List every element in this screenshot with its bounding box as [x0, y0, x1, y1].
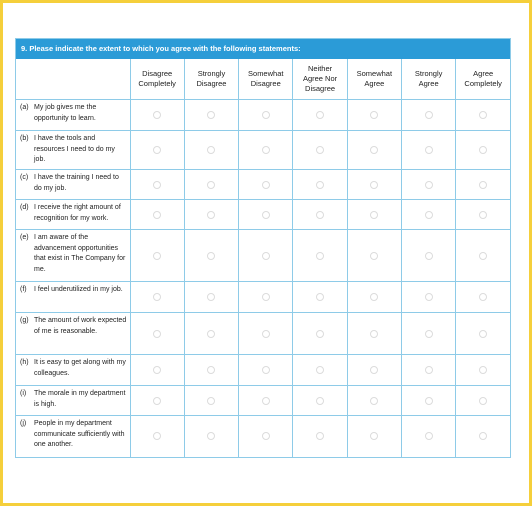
statement-cell	[16, 100, 130, 131]
option-cell	[293, 100, 347, 131]
statement-text: People in my department communicate sufficiently with one another.	[34, 420, 125, 448]
statement-letter: (i)	[20, 390, 27, 397]
option-cell	[347, 282, 401, 313]
radio-button[interactable]	[316, 330, 324, 338]
statement-letter: (b)	[20, 135, 29, 142]
option-cell	[293, 131, 347, 170]
option-cell	[130, 313, 184, 355]
radio-button[interactable]	[207, 181, 215, 189]
radio-button[interactable]	[207, 432, 215, 440]
radio-button[interactable]	[316, 146, 324, 154]
radio-button[interactable]	[370, 432, 378, 440]
radio-button[interactable]	[207, 111, 215, 119]
radio-button[interactable]	[425, 330, 433, 338]
column-header-label: Disagree	[142, 69, 173, 78]
option-cell	[293, 386, 347, 416]
radio-button[interactable]	[425, 366, 433, 374]
statement-cell	[16, 386, 130, 416]
radio-button[interactable]	[316, 366, 324, 374]
option-cell	[401, 200, 455, 230]
option-cell	[239, 100, 293, 131]
column-header	[293, 59, 347, 100]
option-cell	[130, 386, 184, 416]
radio-button[interactable]	[425, 293, 433, 301]
option-cell	[456, 416, 510, 457]
column-header-label: Somewhat	[356, 69, 393, 78]
radio-button[interactable]	[262, 211, 270, 219]
column-header-row	[16, 59, 510, 100]
option-cell	[239, 416, 293, 457]
radio-button[interactable]	[262, 181, 270, 189]
radio-button[interactable]	[207, 330, 215, 338]
radio-button[interactable]	[370, 211, 378, 219]
radio-button[interactable]	[425, 146, 433, 154]
survey-question-panel	[15, 38, 511, 458]
radio-button[interactable]	[153, 432, 161, 440]
statement-row	[16, 230, 510, 282]
option-cell	[347, 100, 401, 131]
radio-button[interactable]	[207, 293, 215, 301]
radio-button[interactable]	[425, 397, 433, 405]
option-cell	[401, 100, 455, 131]
option-cell	[347, 416, 401, 457]
option-cell	[239, 200, 293, 230]
option-cell	[347, 200, 401, 230]
radio-button[interactable]	[316, 397, 324, 405]
option-cell	[130, 131, 184, 170]
statement-row	[16, 416, 510, 457]
radio-button[interactable]	[370, 146, 378, 154]
statement-letter: (a)	[20, 104, 29, 111]
statement-letter: (c)	[20, 174, 29, 181]
radio-button[interactable]	[316, 252, 324, 260]
option-cell	[293, 282, 347, 313]
statement-cell	[16, 313, 130, 355]
statement-row	[16, 313, 510, 355]
column-header-label: Strongly	[414, 69, 443, 78]
option-cell	[130, 416, 184, 457]
radio-button[interactable]	[207, 146, 215, 154]
statement-cell	[16, 200, 130, 230]
question-title: 9. Please indicate the extent to which you agree with the following statements:	[16, 39, 510, 59]
column-header-label: Neither	[307, 64, 333, 73]
option-cell	[293, 355, 347, 386]
column-header-label: Agree	[473, 69, 494, 78]
radio-button[interactable]	[262, 252, 270, 260]
statement-text: I receive the right amount of recognition for my work.	[34, 204, 121, 222]
option-cell	[239, 170, 293, 200]
option-cell	[239, 355, 293, 386]
radio-button[interactable]	[370, 111, 378, 119]
option-cell	[347, 131, 401, 170]
statement-cell	[16, 170, 130, 200]
column-header	[239, 59, 293, 100]
radio-button[interactable]	[207, 397, 215, 405]
statement-letter: (d)	[20, 204, 29, 211]
column-header	[130, 59, 184, 100]
option-cell	[293, 416, 347, 457]
radio-button[interactable]	[153, 252, 161, 260]
radio-button[interactable]	[425, 211, 433, 219]
statement-letter: (h)	[20, 359, 29, 366]
radio-button[interactable]	[153, 211, 161, 219]
option-cell	[456, 230, 510, 282]
radio-button[interactable]	[153, 146, 161, 154]
radio-button[interactable]	[479, 111, 487, 119]
option-cell	[239, 282, 293, 313]
option-cell	[401, 313, 455, 355]
radio-button[interactable]	[479, 211, 487, 219]
option-cell	[456, 170, 510, 200]
option-cell	[184, 170, 238, 200]
radio-button[interactable]	[479, 146, 487, 154]
column-header-label: Disagree	[196, 79, 227, 88]
radio-button[interactable]	[479, 432, 487, 440]
statement-row	[16, 100, 510, 131]
statement-letter: (g)	[20, 317, 29, 324]
option-cell	[401, 386, 455, 416]
radio-button[interactable]	[370, 397, 378, 405]
column-header	[456, 59, 510, 100]
radio-button[interactable]	[370, 293, 378, 301]
statement-column-header	[16, 59, 130, 100]
radio-button[interactable]	[479, 366, 487, 374]
radio-button[interactable]	[425, 181, 433, 189]
column-header	[184, 59, 238, 100]
option-cell	[347, 355, 401, 386]
option-cell	[184, 416, 238, 457]
statement-text: The amount of work expected of me is reasonable.	[34, 317, 127, 335]
column-header	[401, 59, 455, 100]
radio-button[interactable]	[479, 181, 487, 189]
statement-row	[16, 355, 510, 386]
statement-letter: (j)	[20, 420, 27, 427]
option-cell	[130, 170, 184, 200]
column-header-label: Disagree	[250, 79, 281, 88]
radio-button[interactable]	[425, 432, 433, 440]
statement-text: I feel underutilized in my job.	[34, 286, 123, 293]
statement-cell	[16, 131, 130, 170]
option-cell	[401, 355, 455, 386]
radio-button[interactable]	[370, 181, 378, 189]
statement-cell	[16, 355, 130, 386]
statement-text: My job gives me the opportunity to learn.	[34, 104, 97, 122]
option-cell	[293, 313, 347, 355]
column-header-label: Completely	[138, 79, 176, 88]
radio-button[interactable]	[153, 181, 161, 189]
option-cell	[184, 230, 238, 282]
column-header-label: Somewhat	[248, 69, 284, 78]
radio-button[interactable]	[479, 330, 487, 338]
option-cell	[347, 313, 401, 355]
radio-button[interactable]	[262, 293, 270, 301]
statement-row	[16, 386, 510, 416]
radio-button[interactable]	[316, 432, 324, 440]
radio-button[interactable]	[316, 211, 324, 219]
option-cell	[456, 131, 510, 170]
option-cell	[456, 200, 510, 230]
radio-button[interactable]	[153, 111, 161, 119]
option-cell	[456, 386, 510, 416]
column-header-label: Disagree	[305, 84, 336, 93]
statement-row	[16, 170, 510, 200]
option-cell	[239, 230, 293, 282]
radio-button[interactable]	[262, 146, 270, 154]
option-cell	[401, 282, 455, 313]
radio-button[interactable]	[262, 330, 270, 338]
option-cell	[130, 230, 184, 282]
statement-cell	[16, 282, 130, 313]
option-cell	[293, 170, 347, 200]
statement-text: It is easy to get along with my colleagues.	[34, 359, 126, 377]
radio-button[interactable]	[153, 366, 161, 374]
option-cell	[184, 100, 238, 131]
radio-button[interactable]	[153, 293, 161, 301]
likert-matrix	[16, 59, 510, 457]
statement-text: I have the training I need to do my job.	[34, 174, 119, 192]
statement-cell	[16, 230, 130, 282]
option-cell	[456, 313, 510, 355]
column-header	[347, 59, 401, 100]
radio-button[interactable]	[262, 432, 270, 440]
statement-row	[16, 200, 510, 230]
option-cell	[347, 170, 401, 200]
radio-button[interactable]	[207, 252, 215, 260]
radio-button[interactable]	[262, 366, 270, 374]
option-cell	[401, 230, 455, 282]
radio-button[interactable]	[262, 397, 270, 405]
option-cell	[184, 131, 238, 170]
option-cell	[184, 386, 238, 416]
column-header-label: Strongly	[197, 69, 226, 78]
statement-letter: (e)	[20, 234, 29, 241]
option-cell	[293, 200, 347, 230]
option-cell	[130, 200, 184, 230]
radio-button[interactable]	[370, 330, 378, 338]
option-cell	[239, 313, 293, 355]
column-header-label: Agree Nor	[302, 74, 338, 83]
radio-button[interactable]	[316, 181, 324, 189]
option-cell	[184, 200, 238, 230]
radio-button[interactable]	[370, 366, 378, 374]
radio-button[interactable]	[262, 111, 270, 119]
option-cell	[401, 170, 455, 200]
column-header-label: Agree	[418, 79, 439, 88]
radio-button[interactable]	[153, 397, 161, 405]
radio-button[interactable]	[425, 252, 433, 260]
option-cell	[239, 386, 293, 416]
statement-text: The morale in my department is high.	[34, 390, 126, 408]
option-cell	[401, 131, 455, 170]
column-header-label: Agree	[364, 79, 385, 88]
radio-button[interactable]	[207, 366, 215, 374]
column-header-label: Completely	[464, 79, 502, 88]
radio-button[interactable]	[316, 293, 324, 301]
statement-letter: (f)	[20, 286, 27, 293]
option-cell	[184, 355, 238, 386]
option-cell	[347, 230, 401, 282]
option-cell	[184, 282, 238, 313]
radio-button[interactable]	[370, 252, 378, 260]
option-cell	[239, 131, 293, 170]
option-cell	[130, 282, 184, 313]
radio-button[interactable]	[479, 397, 487, 405]
statement-text: I am aware of the advancement opportunities that exist in The Company for me.	[34, 234, 126, 273]
option-cell	[130, 100, 184, 131]
radio-button[interactable]	[207, 211, 215, 219]
option-cell	[456, 355, 510, 386]
option-cell	[293, 230, 347, 282]
statement-row	[16, 131, 510, 170]
option-cell	[130, 355, 184, 386]
statement-row	[16, 282, 510, 313]
radio-button[interactable]	[153, 330, 161, 338]
option-cell	[184, 313, 238, 355]
option-cell	[401, 416, 455, 457]
radio-button[interactable]	[316, 111, 324, 119]
radio-button[interactable]	[425, 111, 433, 119]
radio-button[interactable]	[479, 293, 487, 301]
radio-button[interactable]	[479, 252, 487, 260]
option-cell	[456, 282, 510, 313]
option-cell	[456, 100, 510, 131]
option-cell	[347, 386, 401, 416]
statement-cell	[16, 416, 130, 457]
statement-text: I have the tools and resources I need to do my job.	[34, 135, 115, 163]
